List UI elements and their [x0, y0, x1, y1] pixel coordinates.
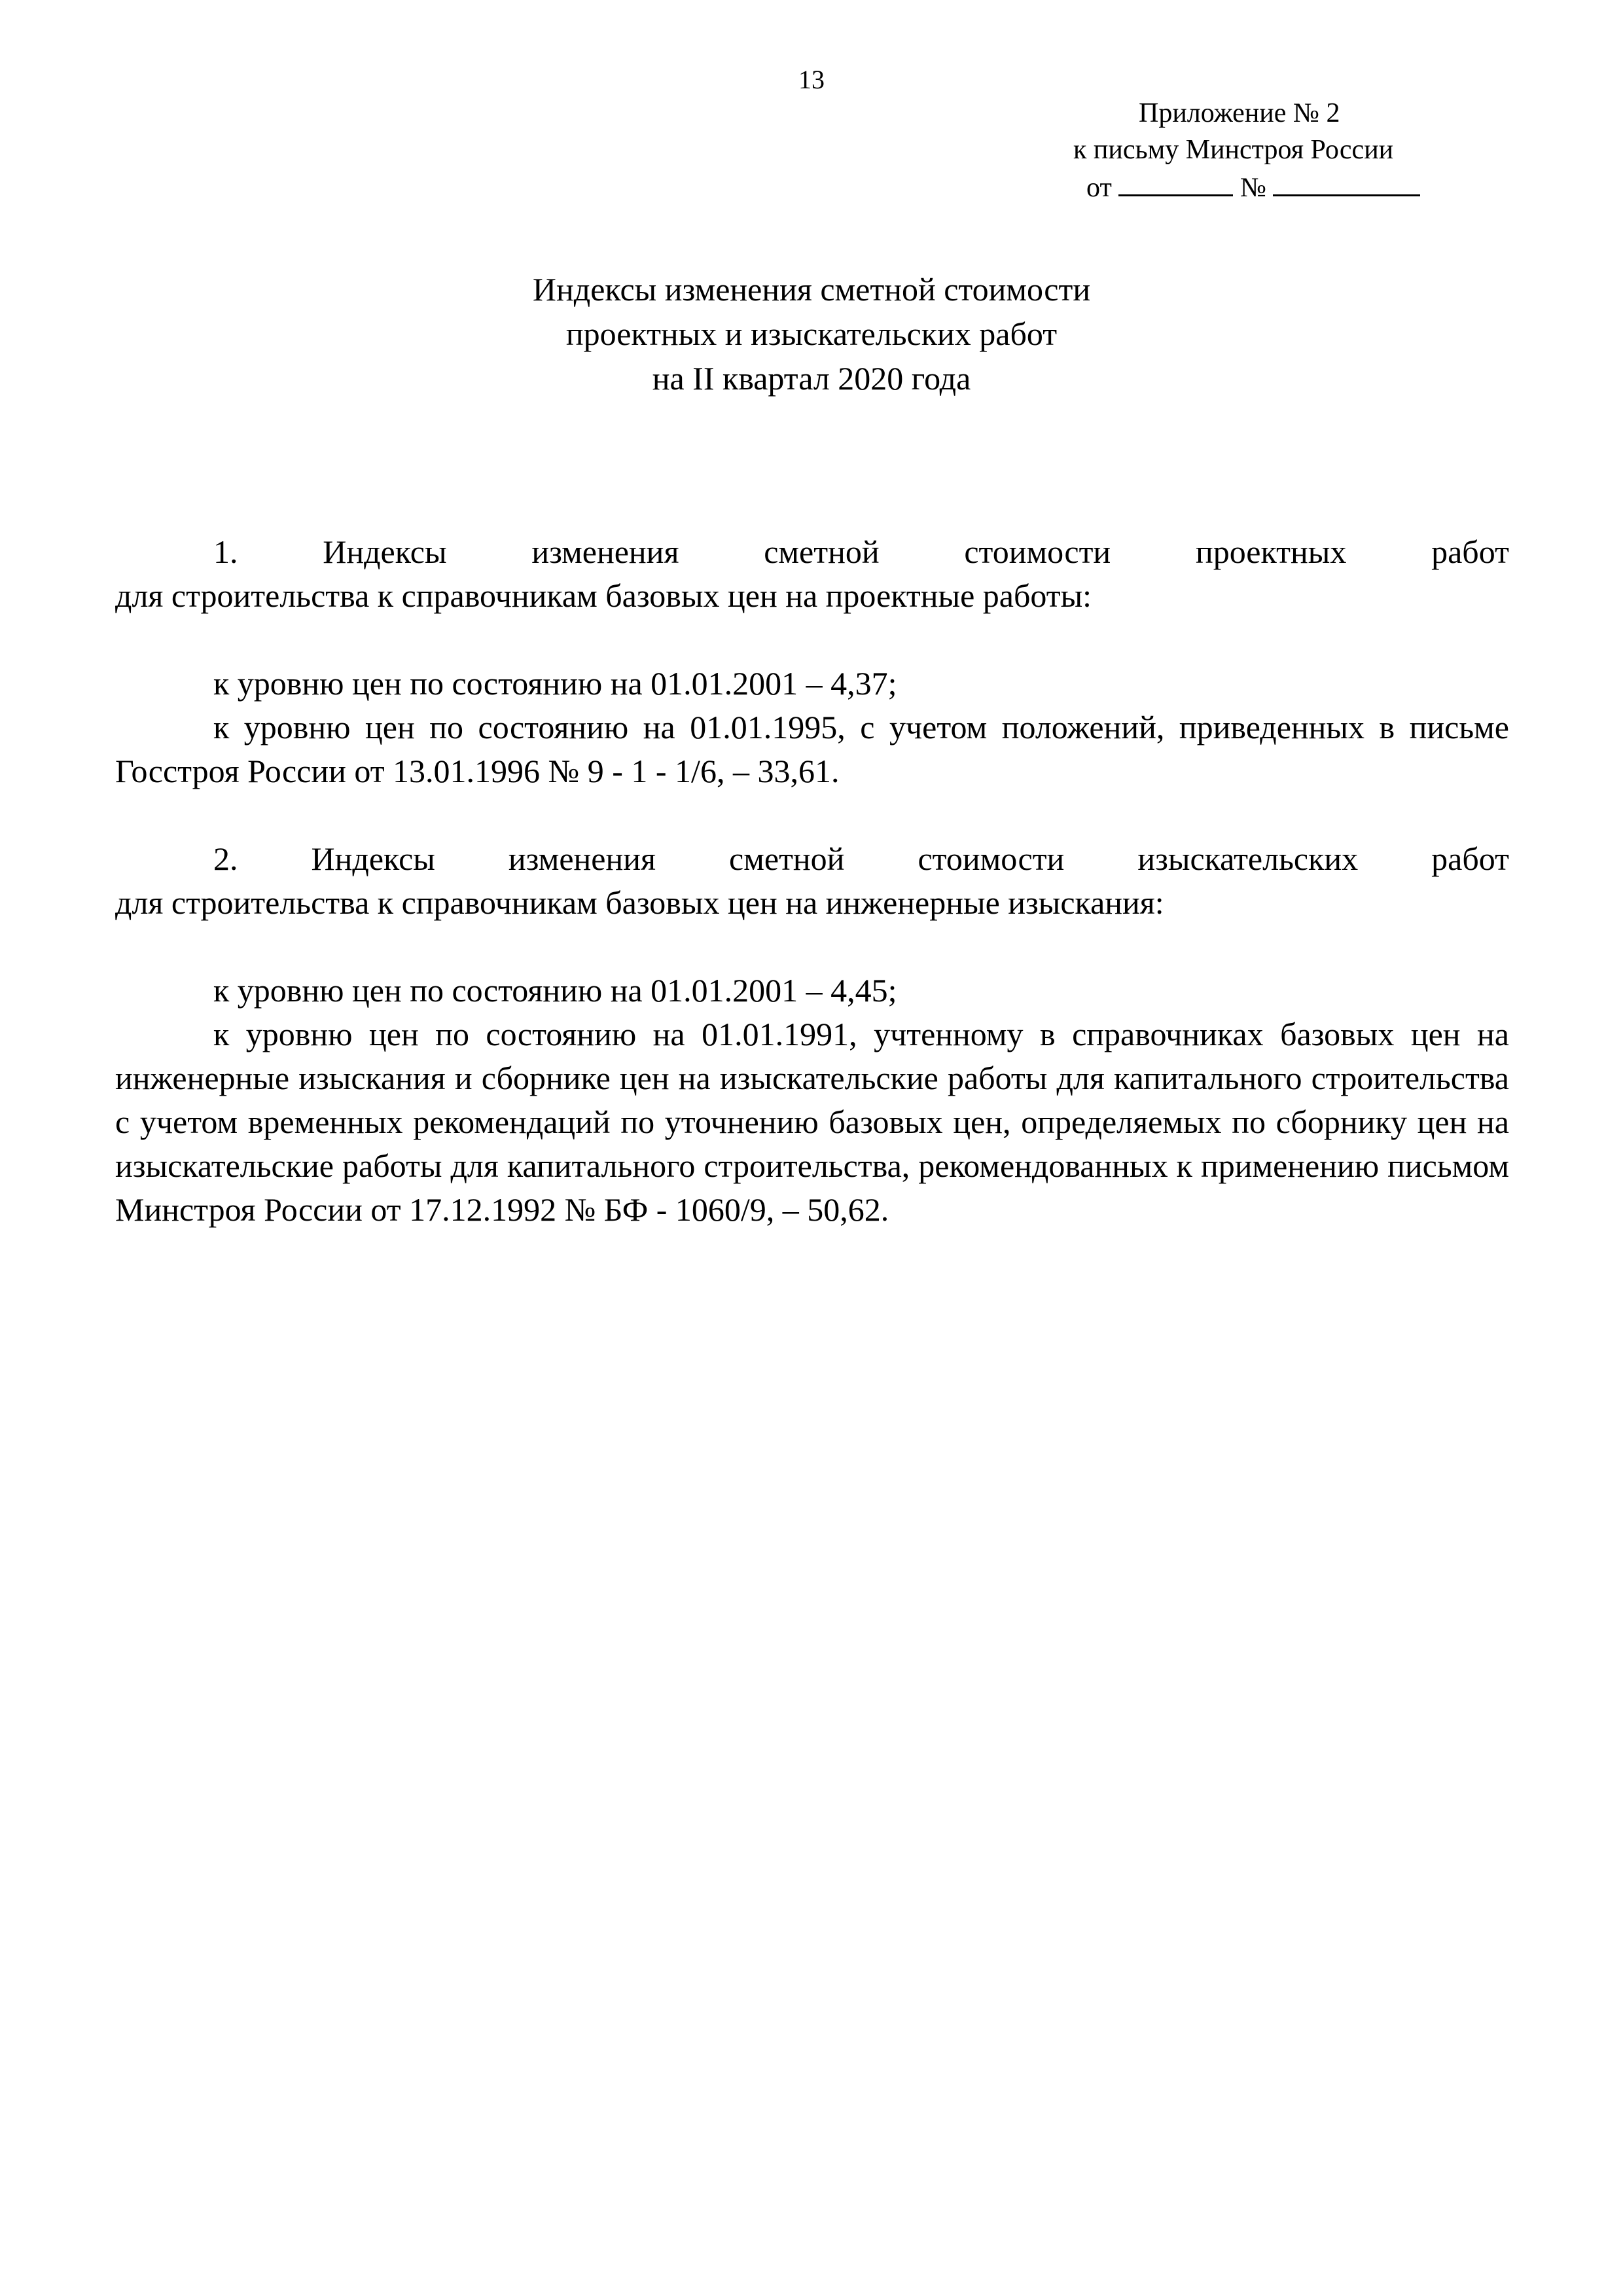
title-line-1: Индексы изменения сметной стоимости [532, 271, 1091, 308]
section-1-heading-line [115, 530, 1509, 574]
section-2-word: Индексы [311, 840, 435, 877]
document-title [0, 267, 1623, 401]
from-label: от [1086, 173, 1112, 203]
number-sign: № [1240, 173, 1266, 203]
section-1-word: изменения [531, 533, 679, 570]
number-blank-line [1273, 168, 1420, 196]
appendix-title: Приложение № 2 [1139, 98, 1340, 128]
section-2-index-2001: к уровню цен по состоянию на 01.01.2001 – 4,45; [213, 972, 897, 1009]
section-2-word: изыскательских [1137, 840, 1359, 877]
section-2-word: сметной [729, 840, 845, 877]
section-1-word: стоимости [964, 533, 1111, 570]
title-line-3: на II квартал 2020 года [652, 360, 971, 397]
appendix-date-number [1073, 168, 1518, 206]
page-number: 13 [798, 65, 825, 94]
section-2-heading-line [115, 837, 1509, 881]
section-2-index-1991: к уровню цен по состоянию на 01.01.1991, учтенному в справочниках базовых цен на инженерные изыскания и сборнике цен на изыскательские работы для капитального строительства с учетом временных рекомендаций по уточнению базовых цен, определяемых по сборнику цен на изыскательские работы для капитального строительства, рекомендованных к применению письмом Минстроя России от 17.12.1992 № БФ - 1060/9, – 50,62. [115, 1016, 1509, 1228]
section-2-number: 2. [213, 840, 238, 877]
document-body [115, 530, 1509, 1232]
section-2-word: изменения [508, 840, 656, 877]
section-2-word: стоимости [918, 840, 1065, 877]
section-1-number: 1. [213, 533, 238, 570]
section-1-word: проектных [1195, 533, 1347, 570]
title-line-2: проектных и изыскательских работ [565, 315, 1058, 352]
appendix-header [1073, 95, 1518, 206]
section-1-index-1995: к уровню цен по состоянию на 01.01.1995, с учетом положений, приведенных в письме Госстроя России от 13.01.1996 № 9 - 1 - 1/6, – 33,61. [115, 709, 1509, 789]
section-1-index-2001: к уровню цен по состоянию на 01.01.2001 – 4,37; [213, 665, 897, 702]
appendix-reference: к письму Минстроя России [1073, 135, 1394, 165]
section-2-continuation: для строительства к справочникам базовых цен на инженерные изыскания: [115, 884, 1164, 921]
section-2-word: работ [1431, 840, 1509, 877]
section-1-continuation: для строительства к справочникам базовых цен на проектные работы: [115, 577, 1092, 614]
section-1-word: работ [1431, 533, 1509, 570]
section-1-word: Индексы [323, 533, 447, 570]
date-blank-line [1118, 168, 1233, 196]
section-1-word: сметной [764, 533, 880, 570]
